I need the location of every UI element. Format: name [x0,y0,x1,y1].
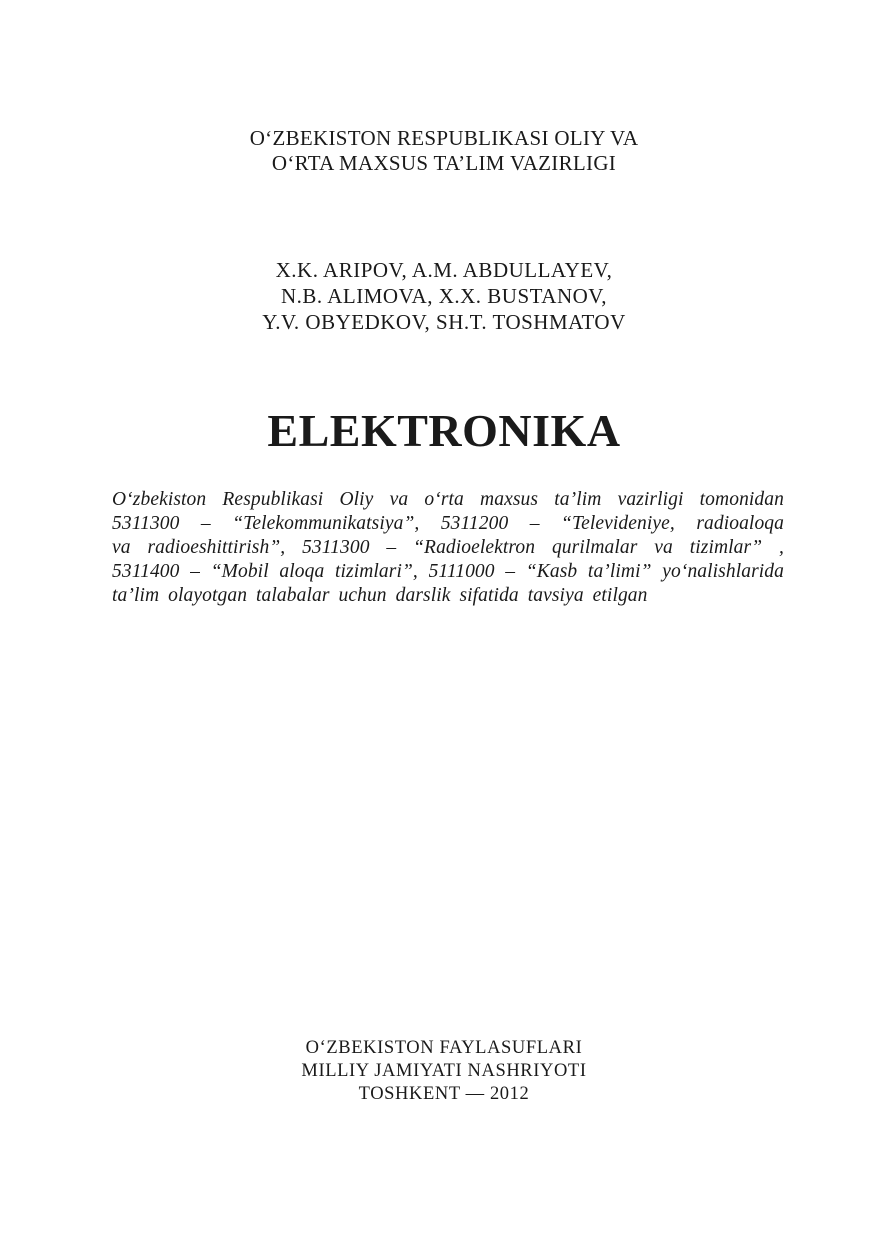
authors-line-1: X.K. ARIPOV, A.M. ABDULLAYEV, [275,258,613,282]
approval-line: va radioeshittirish”, 5311300 – “Radioelektron qurilmalar va tizimlar” , [112,537,784,558]
authors-line-2: N.B. ALIMOVA, X.X. BUSTANOV, [281,284,607,308]
publisher-line-1: O‘ZBEKISTON FAYLASUFLARI [305,1038,583,1058]
approval-line: ta’lim olayotgan talabalar uchun darslik sifatida tavsiya etilgan [112,585,648,606]
approval-line: O‘zbekiston Respublikasi Oliy va o‘rta maxsus ta’lim vazirligi tomonidan [112,489,784,510]
publisher-city-year: TOSHKENT — 2012 [358,1084,530,1104]
approval-line: 5311300 – “Telekommunikatsiya”, 5311200 – “Televideniye, radioaloqa [112,513,784,534]
authors-line-3: Y.V. OBYEDKOV, SH.T. TOSHMATOV [262,310,626,334]
ministry-line-1: O‘ZBEKISTON RESPUBLIKASI OLIY VA [249,126,639,150]
book-title: ELEKTRONIKA [267,405,621,456]
ministry-line-2: O‘RTA MAXSUS TA’LIM VAZIRLIGI [271,151,617,175]
publisher-line-2: MILLIY JAMIYATI NASHRIYOTI [301,1061,587,1081]
approval-statement [112,488,784,608]
approval-line: 5311400 – “Mobil aloqa tizimlari”, 5111000 – “Kasb ta’limi” yo‘nalishlarida [112,561,784,582]
